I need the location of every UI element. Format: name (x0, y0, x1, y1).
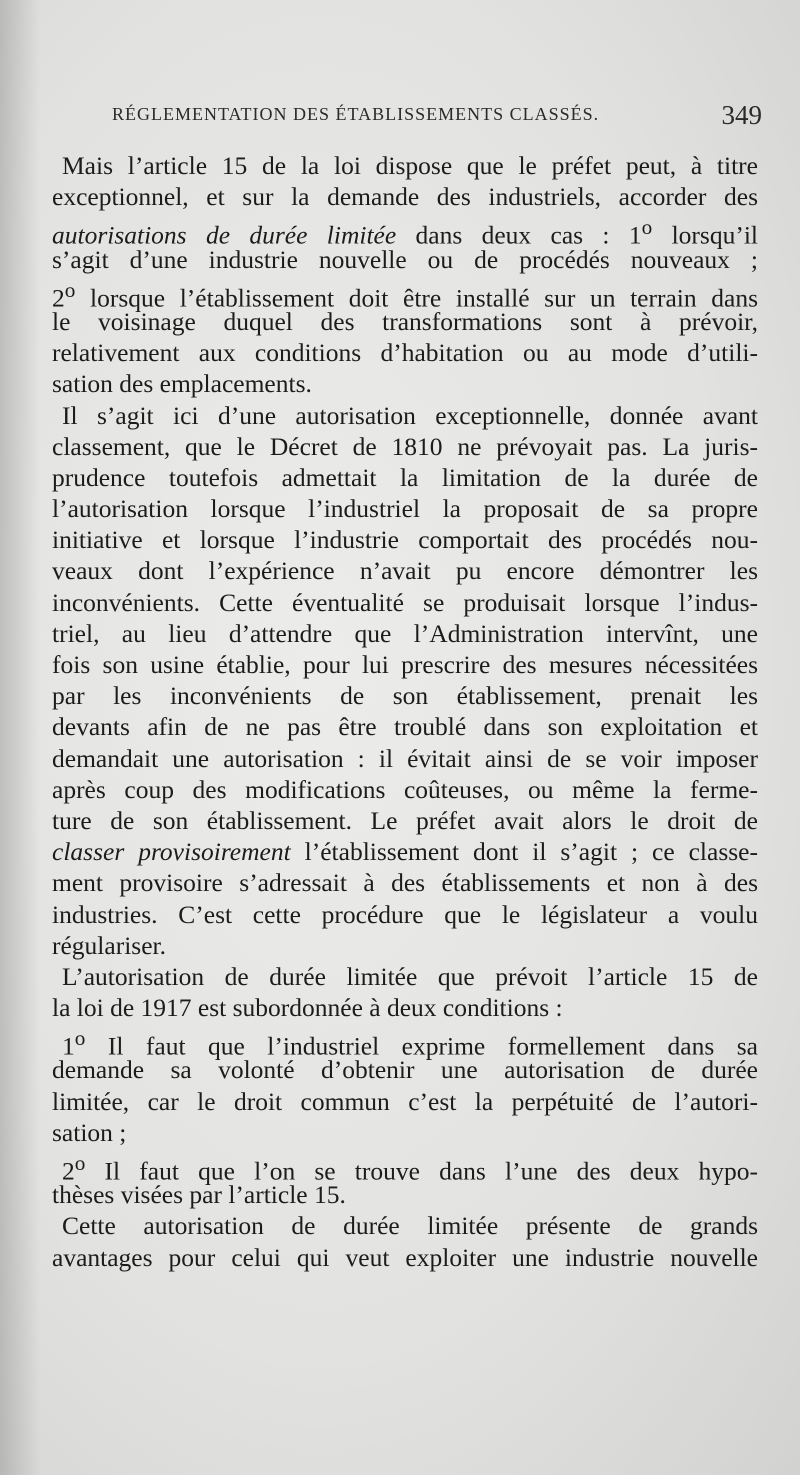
text-line: sation des emplacements. (52, 369, 312, 399)
text-line: l’autorisation lorsque l’industriel la proposait de sa propre (52, 494, 758, 524)
text-line: ture de son établissement. Le préfet avait alors le droit de (52, 805, 758, 835)
text-line: inconvénients. Cette éventualité se produisait lorsque l’indus- (52, 587, 758, 617)
text-line: fois son usine établie, pour lui prescrire des mesures nécessitées (52, 650, 758, 679)
text-line: demandait une autorisation : il évitait ainsi de se voir imposer (52, 743, 758, 773)
body-text (52, 150, 758, 1273)
text-line: Il s’agit ici d’une autorisation exceptionnelle, donnée avant (62, 400, 758, 430)
text-line: 2$^o$ lorsque l’établissement doit être installé sur un terrain dans (52, 277, 758, 313)
text-line: avantages pour celui qui veut exploiter une industrie nouvelle (52, 1242, 758, 1272)
text-line: la loi de 1917 est subordonnée à deux conditions : (52, 993, 563, 1023)
text-line: triel, au lieu d’attendre que l’Administration intervînt, une (52, 618, 758, 648)
text-line: classement, que le Décret de 1810 ne prévoyait pas. La juris- (52, 431, 758, 461)
text-line: relativement aux conditions d’habitation ou au mode d’utili- (52, 338, 758, 368)
page-number: 349 (721, 100, 762, 130)
text-line: 1$^o$ Il faut que l’industriel exprime formellement dans sa (62, 1026, 758, 1061)
text-line: Mais l’article 15 de la loi dispose que le préfet peut, à titre (62, 151, 758, 180)
text-line: classer provisoirement l’établissement dont il s’agit ; ce classe- (52, 837, 758, 867)
text-line: 2$^o$ Il faut que l’on se trouve dans l’une des deux hypo- (62, 1151, 758, 1186)
text-line: autorisations de durée limitée dans deux cas : 1$^o$ lorsqu’il (52, 215, 758, 250)
running-title: RÉGLEMENTATION DES ÉTABLISSEMENTS CLASSÉS. (112, 104, 600, 124)
text-line: exceptionnel, et sur la demande des industriels, accorder des (52, 182, 758, 212)
text-line: thèses visées par l’article 15. (52, 1180, 346, 1210)
text-line: veaux dont l’expérience n’avait pu encore démontrer les (52, 556, 758, 586)
text-line: régulariser. (52, 930, 166, 960)
text-line: le voisinage duquel des transformations sont à prévoir, (52, 306, 758, 336)
text-line: après coup des modifications coûteuses, ou même la ferme- (52, 774, 758, 804)
text-line: initiative et lorsque l’industrie comportait des procédés nou- (52, 525, 758, 555)
text-line: demande sa volonté d’obtenir une autorisation de durée (52, 1055, 758, 1085)
text-line: limitée, car le droit commun c’est la perpétuité de l’autori- (52, 1086, 758, 1116)
text-line: L’autorisation de durée limitée que prévoit l’article 15 de (62, 961, 758, 991)
text-line: s’agit d’une industrie nouvelle ou de procédés nouveaux ; (52, 244, 758, 274)
text-line: Cette autorisation de durée limitée présente de grands (62, 1211, 758, 1241)
text-line: prudence toutefois admettait la limitation de la durée de (52, 462, 758, 492)
text-line: ment provisoire s’adressait à des établissements et non à des (52, 868, 758, 898)
text-line: devants afin de ne pas être troublé dans son exploitation et (52, 712, 758, 742)
text-line: par les inconvénients de son établissement, prenait les (52, 681, 758, 711)
page-header (112, 100, 762, 138)
text-line: industries. C’est cette procédure que le législateur a voulu (52, 899, 758, 929)
text-line: sation ; (52, 1117, 127, 1147)
